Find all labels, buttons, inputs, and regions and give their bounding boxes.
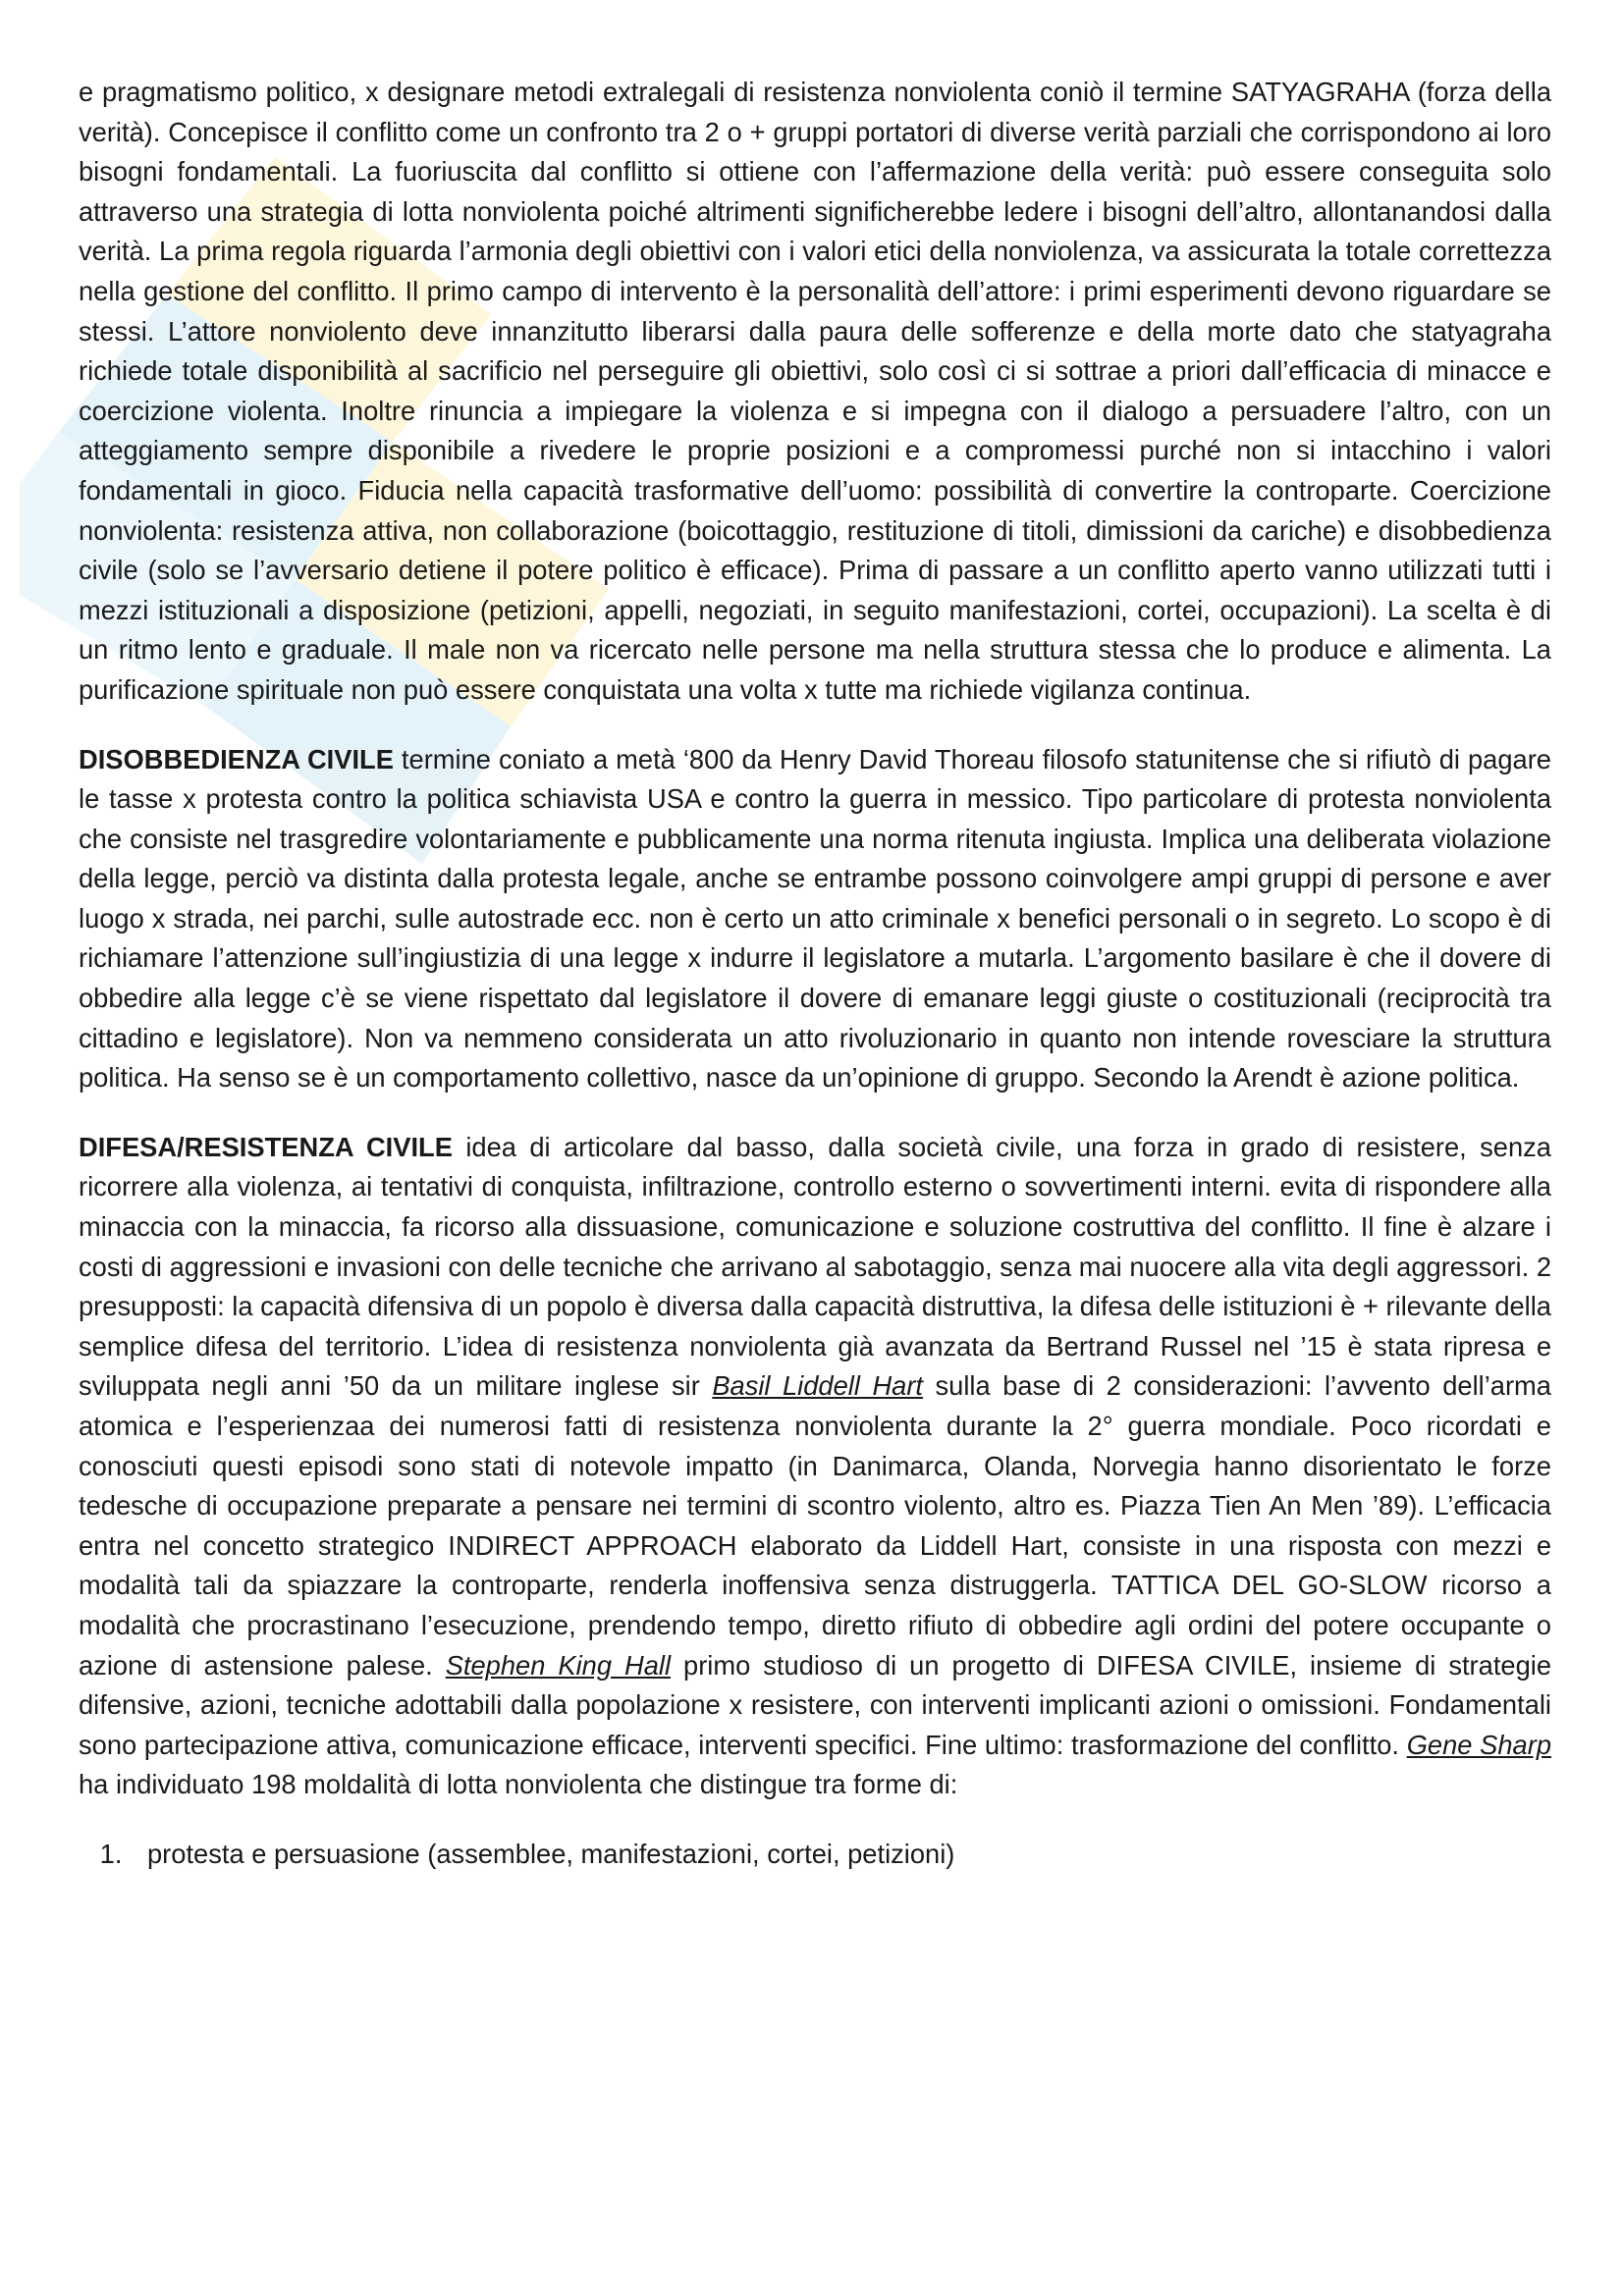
disobbedienza-civile-heading: DISOBBEDIENZA CIVILE (79, 743, 394, 774)
list-item: 1. protesta e persuasione (assemblee, manifestazioni, cortei, petizioni) (130, 1835, 1551, 1874)
disobbedienza-civile-text: termine coniato a metà ‘800 da Henry David Thoreau filosofo statunitense che si rifiutò di pagare le tasse x protesta contro la politica schiavista USA e contro la guerra in messico. Tipo particolare di protesta nonviolenta che consiste nel trasgredire volontariamente e pubblicamente una norma ritenuta ingiusta. Implica una deliberata violazione della legge, perciò va distinta dalla protesta legale, anche se entrambe possono coinvolgere ampi gruppi di persone e aver luogo x strada, nei parchi, sulle autostrade ecc. non è certo un atto criminale x benefici personali o in segreto. Lo scopo è di richiamare l’attenzione sull’ingiustizia di una legge x indurre il legislatore a mutarla. L’argomento basilare è che il dovere di obbedire alla legge c’è se viene rispettato dal legislatore il dovere di emanare leggi giuste o costituzionali (reciprocità tra cittadino e legislatore). Non va nemmeno considerata un atto rivoluzionario in quanto non intende rovesciare la struttura politica. Ha senso se è un comportamento collettivo, nasce da un’opinione di gruppo. Secondo la Arendt è azione politica. (79, 743, 1551, 1094)
difesa-civile-heading: DIFESA/RESISTENZA CIVILE (79, 1131, 453, 1162)
intro-paragraph (79, 73, 1551, 711)
difesa-civile-text-4: ha individuato 198 moldalità di lotta nonviolenta che distingue tra forme di: (79, 1769, 958, 1800)
forms-list (79, 1835, 1551, 1874)
difesa-civile-text-1: idea di articolare dal basso, dalla società civile, una forza in grado di resistere, senza ricorrere alla violenza, ai tentativi di conquista, infiltrazione, controllo esterno o sovvertimenti interni. evita di rispondere alla minaccia con la minaccia, fa ricorso alla dissuasione, comunicazione e soluzione costruttiva del conflitto. Il fine è alzare i costi di aggressioni e invasioni con delle tecniche che arrivano al sabotaggio, senza mai nuocere alla vita degli aggressori. 2 presupposti: la capacità difensiva di un popolo è diversa dalla capacità distruttiva, la difesa delle istituzioni è + rilevante della semplice difesa del territorio. L’idea di resistenza nonviolenta già avanzata da Bertrand Russel nel ’15 è stata ripresa e sviluppata negli anni ’50 da un militare inglese sir (79, 1131, 1551, 1402)
reference-stephen-king-hall: Stephen King Hall (445, 1649, 672, 1681)
intro-text: e pragmatismo politico, x designare metodi extralegali di resistenza nonviolenta coniò il termine SATYAGRAHA (forza della verità). Concepisce il conflitto come un confronto tra 2 o + gruppi portatori di diverse verità parziali che corrispondono ai loro bisogni fondamentali. La fuoriuscita dal conflitto si ottiene con l’affermazione della verità: può essere conseguita solo attraverso una strategia di lotta nonviolenta poiché altrimenti significherebbe ledere i bisogni dell’altro, allontanandosi dalla verità. La prima regola riguarda l’armonia degli obiettivi con i valori etici della nonviolenza, va assicurata la totale correttezza nella gestione del conflitto. Il primo campo di intervento è la personalità dell’attore: i primi esperimenti devono riguardare se stessi. L’attore nonviolento deve innanzitutto liberarsi dalla paura delle sofferenze e della morte dato che statyagraha richiede totale disponibilità al sacrificio nel perseguire gli obiettivi, solo così ci si sottrae a priori dall’efficacia di minacce e coercizione violenta. Inoltre rinuncia a impiegare la violenza e si impegna con il dialogo a persuadere l’altro, con un atteggiamento sempre disponibile a rivedere le proprie posizioni e a compromessi purché non si intacchino i valori fondamentali in gioco. Fiducia nella capacità trasformative dell’uomo: possibilità di convertire la controparte. Coercizione nonviolenta: resistenza attiva, non collaborazione (boicottaggio, restituzione di titoli, dimissioni da cariche) e disobbedienza civile (solo se l’avversario detiene il potere politico è efficace). Prima di passare a un conflitto aperto vanno utilizzati tutti i mezzi istituzionali a disposizione (petizioni, appelli, negoziati, in seguito manifestazioni, cortei, occupazioni). La scelta è di un ritmo lento e graduale. Il male non va ricercato nelle persone ma nella struttura stessa che lo produce e alimenta. La purificazione spirituale non può essere conquistata una volta x tutte ma richiede vigilanza continua. (79, 77, 1551, 705)
difesa-civile-text-2: sulla base di 2 considerazioni: l’avvento dell’arma atomica e l’esperienzaa dei numerosi fatti di resistenza nonviolenta durante la 2° guerra mondiale. Poco ricordati e conosciuti questi episodi sono stati di notevole impatto (in Danimarca, Olanda, Norvegia hanno disorientato le forze tedesche di occupazione preparate a pensare nei termini di scontro violento, altro es. Piazza Tien An Men ’89). L’efficacia entra nel concetto strategico INDIRECT APPROACH elaborato da Liddell Hart, consiste in una risposta con mezzi e modalità tali da spiazzare la controparte, renderla inoffensiva senza distruggerla. TATTICA DEL GO-SLOW ricorso a modalità che procrastinano l’esecuzione, prendendo tempo, diretto rifiuto di obbedire agli ordini del potere occupante o azione di astensione palese. (79, 1370, 1551, 1681)
reference-gene-sharp: Gene Sharp (1406, 1729, 1551, 1760)
disobbedienza-civile-paragraph (79, 740, 1551, 1098)
reference-basil-liddell-hart: Basil Liddell Hart (712, 1370, 924, 1402)
difesa-civile-paragraph (79, 1128, 1551, 1805)
document-page (79, 73, 1551, 1874)
difesa-civile-text-3: primo studioso di un progetto di DIFESA CIVILE, insieme di strategie difensive, azioni, tecniche adottabili dalla popolazione x resistere, con interventi implicanti azioni o omissioni. Fondamentali sono partecipazione attiva, comunicazione efficace, interventi specifici. Fine ultimo: trasformazione del conflitto. (79, 1649, 1552, 1760)
